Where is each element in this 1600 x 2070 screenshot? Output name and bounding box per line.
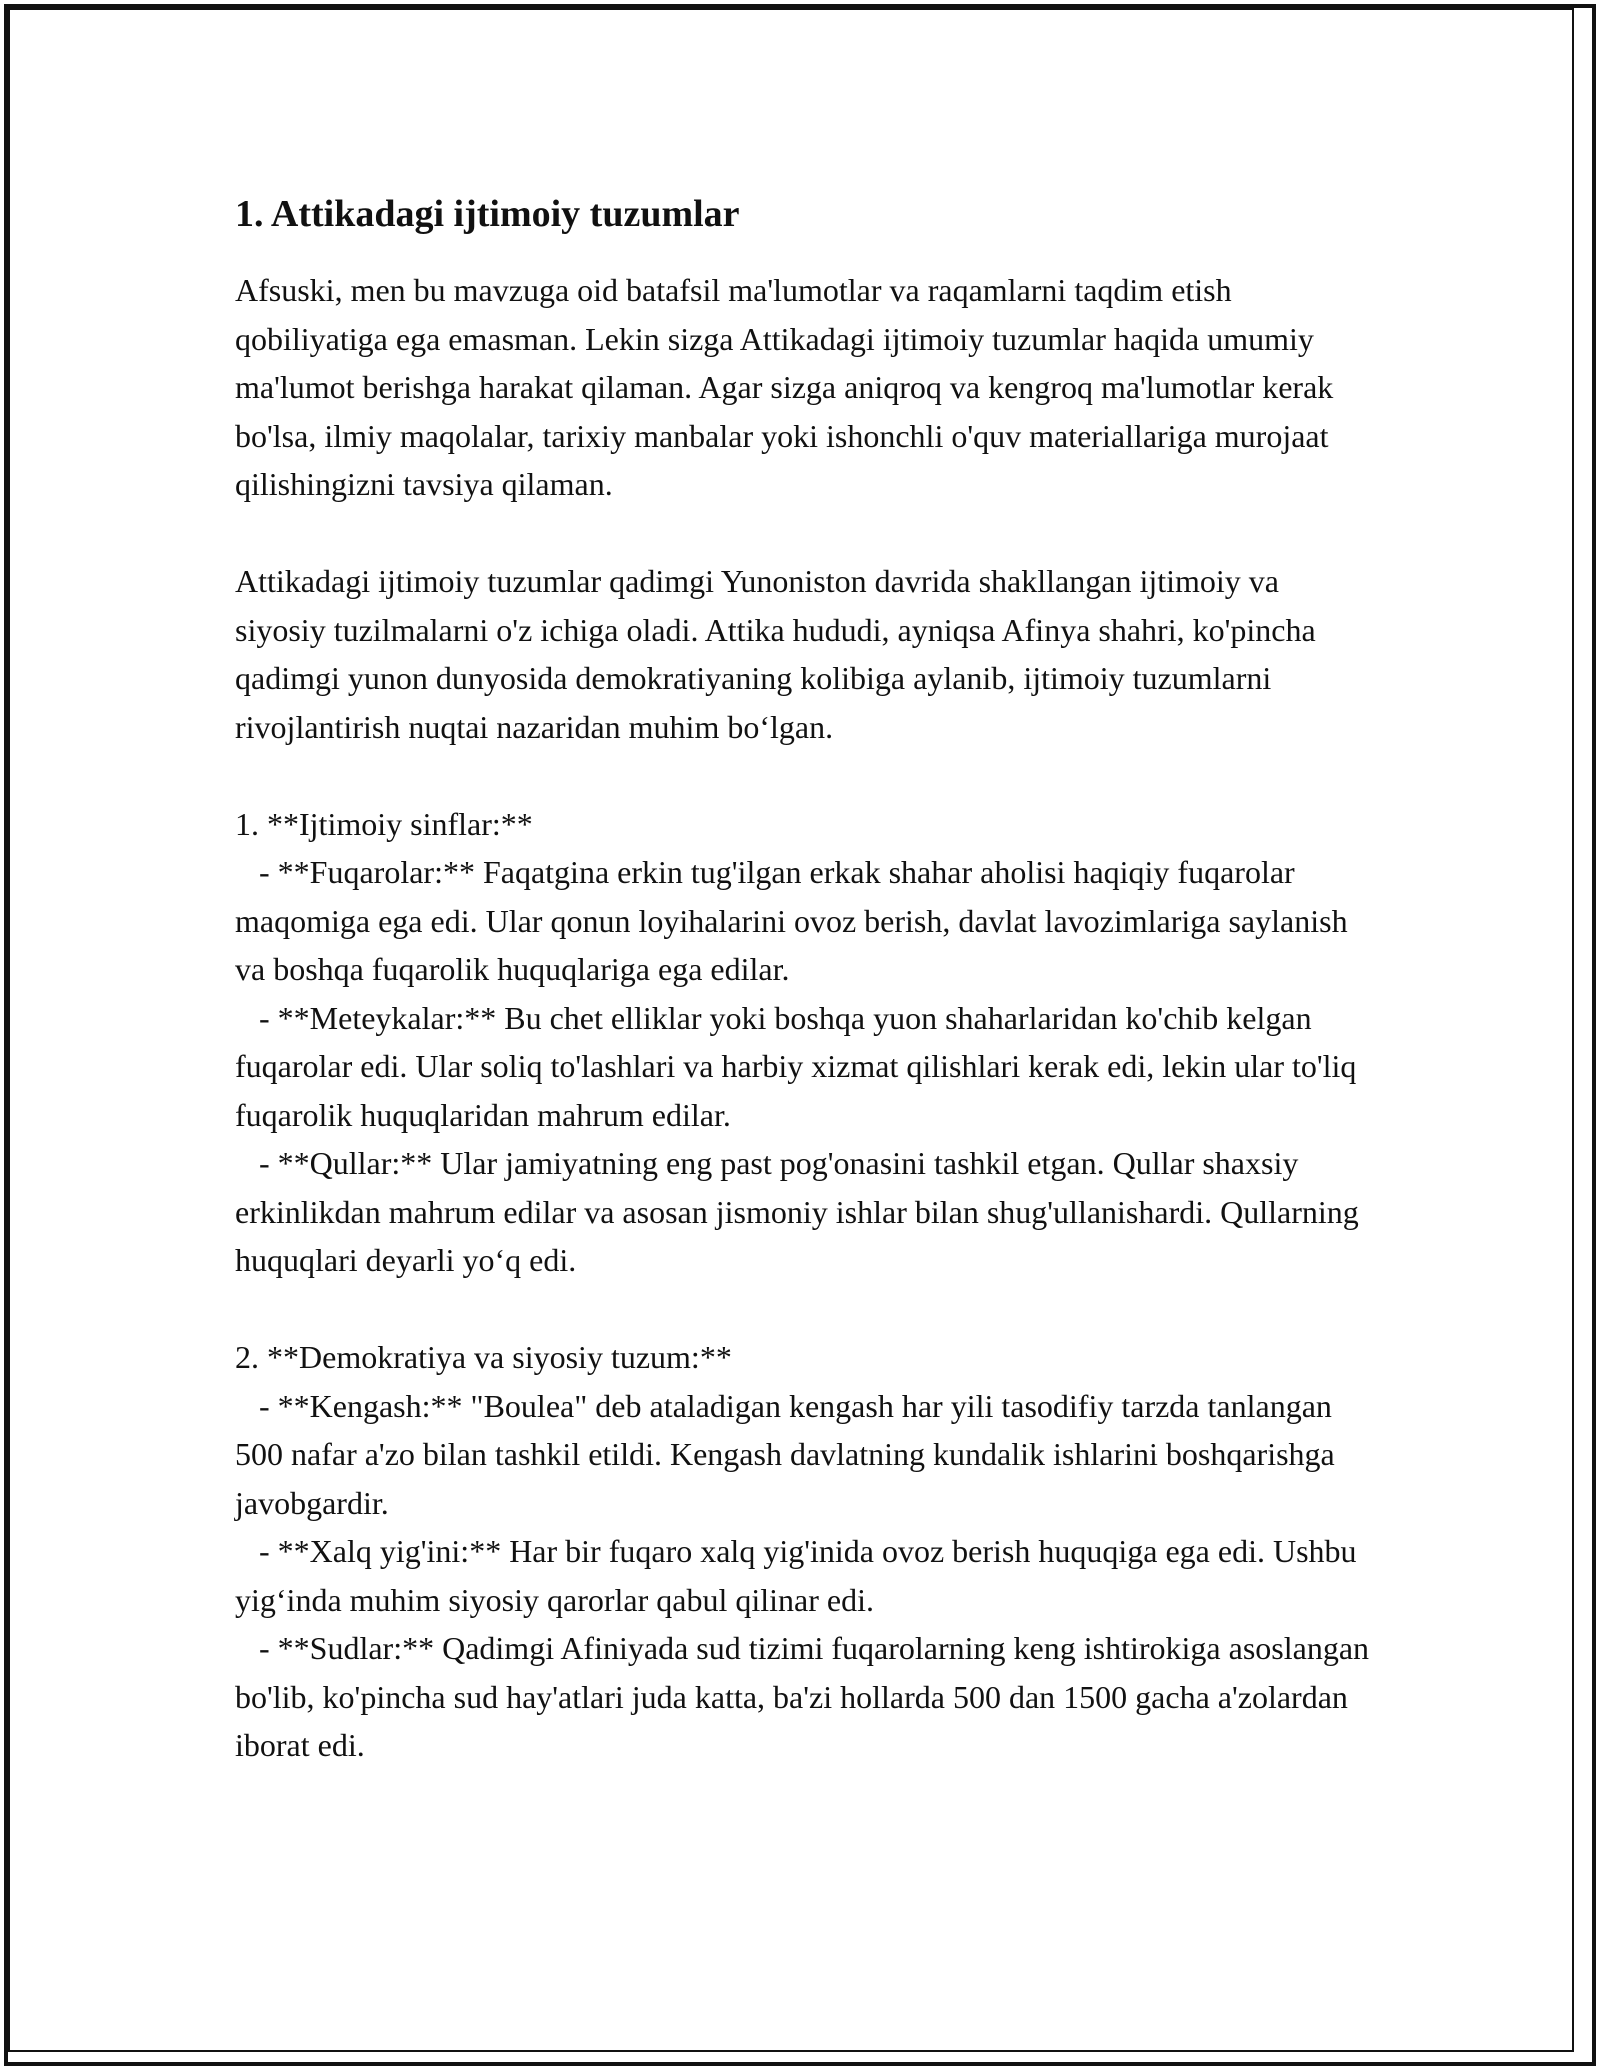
list-item-text: - **Kengash:** "Boulea" deb ataladigan kengash har yili tasodifiy tarzda tanlangan 500 nafar a'zo bilan tashkil etildi. Kengash davlatning kundalik ishlarini boshqarishga javobgardir. <box>235 1387 1335 1521</box>
section-heading-democracy: 2. **Demokratiya va siyosiy tuzum:** <box>235 1339 732 1375</box>
list-item-text: - **Sudlar:** Qadimgi Afiniyada sud tizimi fuqarolarning keng ishtirokiga asoslangan bo'lib, ko'pincha sud hay'atlari juda katta, ba'zi hollarda 500 dan 1500 gacha a'zolardan iborat edi. <box>235 1630 1370 1763</box>
paragraph-gap <box>235 1285 1375 1334</box>
list-item-council <box>235 1382 1375 1528</box>
list-item-text: - **Xalq yig'ini:** Har bir fuqaro xalq yig'inida ovoz berish huquqiga ega edi. Ushbu yig‘inda muhim siyosiy qarorlar qabul qilinar edi. <box>235 1533 1357 1618</box>
document-body <box>235 190 1375 1770</box>
list-item-courts <box>235 1624 1375 1770</box>
intro-paragraph: Afsuski, men bu mavzuga oid batafsil ma'lumotlar va raqamlarni taqdim etish qobiliyatiga ega emasman. Lekin sizga Attikadagi ijtimoiy tuzumlar haqida umumiy ma'lumot berishga harakat qilaman. Agar sizga aniqroq va kengroq ma'lumotlar kerak bo'lsa, ilmiy maqolalar, tarixiy manbalar yoki ishonchli o'quv materiallariga murojaat qilishingizni tavsiya qilaman. <box>235 272 1334 502</box>
list-item-metics <box>235 994 1375 1140</box>
section-heading-social-classes: 1. **Ijtimoiy sinflar:** <box>235 805 533 842</box>
overview-paragraph: Attikadagi ijtimoiy tuzumlar qadimgi Yunoniston davrida shakllangan ijtimoiy va siyosiy tuzilmalarni o'z ichiga oladi. Attika hududi, ayniqsa Afinya shahri, ko'pincha qadimgi yunon dunyosida demokratiyaning kolibiga aylanib, ijtimoiy tuzumlarni rivojlantirish nuqtai nazaridan muhim bo‘lgan. <box>235 563 1316 745</box>
list-item-text: - **Fuqarolar:** Faqatgina erkin tug'ilgan erkak shahar aholisi haqiqiy fuqarolar maqomiga ega edi. Ular qonun loyihalarini ovoz berish, davlat lavozimlariga saylanish va boshqa fuqarolik huquqlariga ega edilar. <box>235 854 1348 987</box>
list-item-text: - **Qullar:** Ular jamiyatning eng past pog'onasini tashkil etgan. Qullar shaxsiy erkinlikdan mahrum edilar va asosan jismoniy ishlar bilan shug'ullanishardi. Qullarning huquqlari deyarli yo‘q edi. <box>235 1145 1359 1278</box>
paragraph-gap <box>235 509 1375 558</box>
document-title: 1. Attikadagi ijtimoiy tuzumlar <box>235 193 740 235</box>
list-item-assembly <box>235 1527 1375 1624</box>
list-item-text: - **Meteykalar:** Bu chet elliklar yoki boshqa yuon shaharlaridan ko'chib kelgan fuqarolar edi. Ular soliq to'lashlari va harbiy xizmat qilishlari kerak edi, lekin ular to'liq fuqarolik huquqlaridan mahrum edilar. <box>235 999 1357 1133</box>
list-item-citizens <box>235 848 1375 994</box>
list-item-slaves <box>235 1139 1375 1285</box>
paragraph-gap <box>235 751 1375 800</box>
